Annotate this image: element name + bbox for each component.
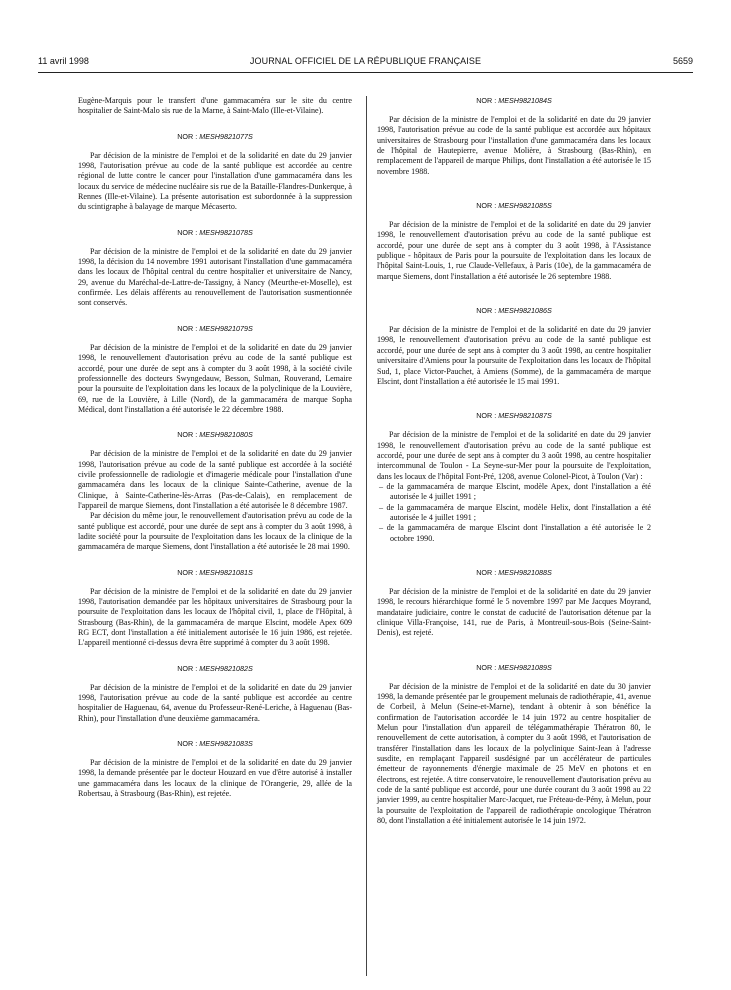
nor-code: MESH9821083S [199, 739, 253, 749]
notice-paragraph: Par décision de la ministre de l'emploi et de la solidarité en date du 29 janvier 1998, la décision du 14 novembre 1991 autorisant l'installation d'une gammacaméra dans les locaux de l'hôpital central du centre hospitalier et universitaire de Nancy, 29, avenue du Maréchal-de-Lattre-de-Tassigny, à Nancy (Meurthe-et-Moselle), est confirmée. Les délais afférents au renouvellement de l'autorisation susmentionnée sont conservés. [78, 246, 352, 308]
nor-reference [377, 411, 651, 421]
nor-code: MESH9821085S [498, 201, 552, 211]
nor-reference [377, 568, 651, 578]
nor-label: NOR : [476, 96, 497, 105]
header-rule [38, 72, 693, 73]
nor-label: NOR : [476, 662, 497, 672]
notice [78, 739, 352, 799]
notice-paragraph: Par décision de la ministre de l'emploi et de la solidarité en date du 29 janvier 1998, la demande présentée par le docteur Houzard en vue d'être autorisé à installer une gammacaméra dans les locaux de la clinique de l'Orangerie, 29, allée de la Robertsau, à Strasbourg (Bas-Rhin), est rejetée. [78, 758, 352, 799]
nor-reference [78, 430, 352, 440]
nor-code: MESH9821084S [498, 96, 552, 105]
header-page-number: 5659 [672, 56, 693, 66]
nor-label: NOR : [476, 306, 497, 316]
list-item: – de la gammacaméra de marque Elscint, modèle Apex, dont l'installation a été autorisée le 4 juillet 1991 ; [379, 481, 651, 502]
header-date: 11 avril 1998 [38, 56, 89, 66]
nor-reference [78, 228, 352, 238]
right-column [377, 96, 651, 827]
nor-code: MESH9821080S [199, 430, 253, 440]
header-journal-title: JOURNAL OFFICIEL DE LA RÉPUBLIQUE FRANÇAISE [249, 56, 482, 66]
nor-reference [377, 201, 651, 211]
nor-label: NOR : [476, 411, 497, 421]
left-column [78, 96, 352, 799]
nor-reference [78, 664, 352, 674]
notice-paragraph: Par décision de la ministre de l'emploi et de la solidarité en date du 29 janvier 1998, le renouvellement d'autorisation prévu au code de la santé publique est accordé, pour une durée de sept ans à compter du 3 août 1998, au centre hospitalier universitaire d'Amiens pour la poursuite de l'exploitation dans les locaux de l'hôpital Sud, 1, place Victor-Pauchet, à Amiens (Somme), de la gammacaméra de marque Elscint, dont l'installation a été autorisée le 15 mai 1991. [377, 325, 651, 386]
list-item: – de la gammacaméra de marque Elscint, modèle Helix, dont l'installation a été autorisée le 4 juillet 1991 ; [379, 502, 651, 522]
notice [377, 201, 651, 282]
notice [377, 96, 651, 177]
nor-code: MESH9821079S [199, 323, 253, 333]
notice [78, 568, 352, 649]
nor-label: NOR : [177, 663, 198, 673]
notice-paragraph: Par décision de la ministre de l'emploi et de la solidarité en date du 30 janvier 1998, la demande présentée par le groupement melunais de radiothérapie, 41, avenue de Corbeil, à Melun (Seine-et-Marne), tendant à obtenir à son bénéfice la confirmation de l'autorisation accordée le 14 juin 1972 au centre hospitalier de Melun pour l'installation d'un appareil de télégammathérapie Thératron 80, le renouvellement de cette autorisation, à compter du 3 août 1998, et l'autorisation de transférer l'installation dans les locaux de la polyclinique Saint-Jean à l'adresse susdite, en remplaçant l'appareil susdésigné par un accélérateur de particules émetteur de rayonnements d'énergie maximale de 25 MeV en photons et en électrons, est rejetée. A titre conservatoire, le renouvellement d'autorisation prévu au code de la santé publique est accordé, pour une durée courant du 3 août 1998 au 22 janvier 1999, au centre hospitalier Marc-Jacquet, rue Fréteau-de-Pény, à Melun, pour la poursuite de l'exploitation de l'appareil de radiothérapie oncologique Thératron 80, dont l'installation a été initialement autorisée le 14 juin 1972. [377, 681, 651, 826]
notice [377, 663, 651, 827]
nor-label: NOR : [177, 430, 198, 440]
notice-paragraph: Par décision de la ministre de l'emploi et de la solidarité en date du 29 janvier 1998, le renouvellement d'autorisation prévu au code de la santé publique est accordé, pour une durée de sept ans à compter du 3 août 1998, à l'Assistance publique - hôpitaux de Paris pour la poursuite de l'exploitation dans les locaux de l'hôpital Saint-Louis, 1, rue Claude-Vellefaux, à Paris (10e), de la gammacaméra de marque Siemens, dont l'installation a été autorisée le 26 septembre 1988. [377, 220, 651, 281]
nor-reference [78, 324, 352, 334]
nor-label: NOR : [476, 567, 497, 577]
notice-paragraph: Par décision de la ministre de l'emploi et de la solidarité en date du 29 janvier 1998, l'autorisation prévue au code de la santé publique est accordée aux hôpitaux universitaires de Strasbourg pour l'installation d'une gammacaméra dans les locaux de l'hôpital de Hautepierre, avenue Molière, à Strasbourg (Bas-Rhin), en remplacement de l'appareil de marque Philips, dont l'installation a été autorisée le 15 novembre 1988. [377, 115, 651, 176]
list-item: – de la gammacaméra de marque Elscint dont l'installation a été autorisée le 2 octobre 1990. [379, 523, 651, 543]
nor-label: NOR : [177, 227, 198, 237]
nor-reference [377, 96, 651, 106]
page-header [38, 56, 693, 72]
notice [78, 228, 352, 309]
notice [78, 324, 352, 415]
notice-paragraph: Par décision du même jour, le renouvellement d'autorisation prévu au code de la santé publique est accordé, pour une durée de sept ans à compter du 3 août 1998, à ladite société pour la poursuite de l'exploitation dans les locaux de la clinique de la gammacaméra de marque Siemens, dont l'installation a été autorisée le 28 mai 1990. [78, 511, 352, 552]
notice [78, 664, 352, 724]
nor-code: MESH9821081S [199, 567, 253, 577]
nor-code: MESH9821089S [498, 662, 552, 672]
nor-code: MESH9821082S [199, 663, 253, 673]
nor-reference [78, 739, 352, 749]
nor-code: MESH9821088S [498, 567, 552, 577]
nor-label: NOR : [476, 201, 497, 211]
notice-paragraph: Par décision de la ministre de l'emploi et de la solidarité en date du 29 janvier 1998, l'autorisation prévue au code de la santé publique est accordée au centre hospitalier de Haguenau, 64, avenue du Professeur-René-Leriche, à Haguenau (Bas-Rhin), pour l'installation d'une deuxième gammacaméra. [78, 682, 352, 723]
nor-code: MESH9821086S [498, 306, 552, 316]
equipment-list [377, 482, 651, 544]
nor-code: MESH9821087S [498, 411, 552, 421]
nor-label: NOR : [177, 131, 198, 141]
nor-reference [78, 132, 352, 142]
notice-paragraph: Par décision de la ministre de l'emploi et de la solidarité en date du 29 janvier 1998, l'autorisation demandée par les hôpitaux universitaires de Strasbourg pour la poursuite de l'exploitation dans les locaux de l'hôpital civil, 1, place de l'Hôpital, à Strasbourg (Bas-Rhin), de la gammacaméra de marque Elscint, modèle Apex 609 RG ECT, dont l'installation a été initialement autorisée le 16 juin 1986, est rejetée. L'appareil mentionné ci-dessus devra être supprimé à compter du 3 août 1998. [78, 586, 352, 648]
notice [377, 306, 651, 387]
notice-paragraph: Par décision de la ministre de l'emploi et de la solidarité en date du 29 janvier 1998, le renouvellement d'autorisation prévu au code de la santé publique est accordé, pour une durée de sept ans à compter du 3 août 1998, au centre hospitalier intercommunal de Toulon - La Seyne-sur-Mer pour la poursuite de l'exploitation, dans les locaux de l'hôpital Font-Pré, 1208, avenue Colonel-Picot, à Toulon (Var) : [377, 430, 651, 481]
nor-reference [377, 306, 651, 316]
notice-paragraph: Par décision de la ministre de l'emploi et de la solidarité en date du 29 janvier 1998, le recours hiérarchique formé le 5 novembre 1997 par Me Jacques Moyrand, mandataire judiciaire, contre le constat de caducité de l'autorisation détenue par la clinique Villa-Françoise, 141, rue de Paris, à Montreuil-sous-Bois (Seine-Saint-Denis), est rejeté. [377, 586, 651, 638]
nor-reference [78, 568, 352, 578]
notice [78, 132, 352, 213]
nor-reference [377, 663, 651, 673]
nor-code: MESH9821078S [199, 227, 253, 237]
continuation-paragraph: Eugène-Marquis pour le transfert d'une gammacaméra sur le site du centre hospitalier de Saint-Malo sis rue de la Marne, à Saint-Malo (Ille-et-Vilaine). [78, 96, 352, 116]
nor-label: NOR : [177, 323, 198, 333]
notice-paragraph: Par décision de la ministre de l'emploi et de la solidarité en date du 29 janvier 1998, l'autorisation prévue au code de la santé publique est accordée à la société civile professionnelle de radiologie et d'imagerie médicale pour l'installation d'une gammacaméra dans les locaux de la clinique Sainte-Catherine, avenue de la Clinique, à Sainte-Catherine-lès-Arras (Pas-de-Calais), en remplacement de l'appareil de marque Siemens, dont l'installation a été autorisée le 8 décembre 1987. [78, 449, 352, 510]
notice [377, 568, 651, 639]
column-divider [366, 96, 367, 976]
notice-paragraph: Par décision de la ministre de l'emploi et de la solidarité en date du 29 janvier 1998, l'autorisation prévue au code de la santé publique est accordée au centre régional de lutte contre le cancer pour l'installation d'une gammacaméra dans les locaux du service de médecine nucléaire sis rue de la Bataille-Flandres-Dunkerque, à Rennes (Ille-et-Vilaine). La présente autorisation est subordonnée à la suppression du scintigraphe à balayage de marque Mécaserto. [78, 150, 352, 212]
notice [377, 411, 651, 544]
notice [78, 430, 352, 552]
notice-paragraph: Par décision de la ministre de l'emploi et de la solidarité en date du 29 janvier 1998, le renouvellement d'autorisation prévu au code de la santé publique est accordé, pour une durée de sept ans à compter du 3 août 1998, à la société civile professionnelle des docteurs Swyngedauw, Besson, Sulman, Rouverand, Lemaire pour la poursuite de l'exploitation dans les locaux de la polyclinique de la Louvière, 69, rue de la Louvière, à Lille (Nord), de la gammacaméra de marque Sopha Médical, dont l'installation a été autorisée le 22 décembre 1988. [78, 342, 352, 414]
nor-code: MESH9821077S [199, 131, 253, 141]
nor-label: NOR : [177, 567, 198, 577]
nor-label: NOR : [177, 739, 198, 749]
